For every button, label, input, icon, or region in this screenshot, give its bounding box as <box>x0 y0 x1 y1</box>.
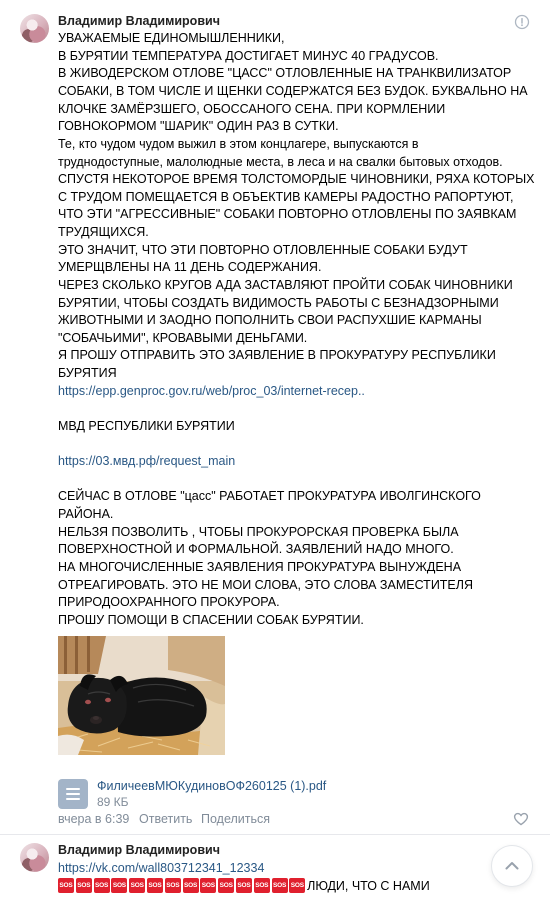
comment-text-line: ГОВНОКОРМОМ "ШАРИК" ОДИН РАЗ В СУТКИ. <box>58 119 339 134</box>
comment-text-line: СЕЙЧАС В ОТЛОВЕ "цасс" РАБОТАЕТ ПРОКУРАТУРА ИВОЛГИНСКОГО <box>58 489 481 504</box>
sos-emoji: SOS <box>236 878 252 893</box>
post-photo[interactable] <box>58 636 225 755</box>
sos-emoji: SOS <box>94 878 110 893</box>
info-icon[interactable] <box>514 14 530 30</box>
comment-text-line: ЧТО ЭТИ "АГРЕССИВНЫЕ" СОБАКИ ПОВТОРНО ОТЛОВЛЕНЫ ПО ЗАЯВКАМ <box>58 207 517 222</box>
comment-text-line: ЧЕРЕЗ СКОЛЬКО КРУГОВ АДА ЗАСТАВЛЯЮТ ПРОЙТИ СОБАК ЧИНОВНИКИ <box>58 277 513 292</box>
sos-emoji: SOS <box>218 878 234 893</box>
sos-emoji: SOS <box>272 878 288 893</box>
comment-text-line: КЛОЧКЕ ЗАМЁРЗШЕГО, ОБОССАНОГО СЕНА. ПРИ КОРМЛЕНИИ <box>58 101 446 116</box>
wall-post-link[interactable]: https://vk.com/wall803712341_12334 <box>58 861 265 875</box>
comment-text-line: БУРЯТИЯ <box>58 366 117 381</box>
blank-line <box>58 436 548 454</box>
comment-text-line: С ТРУДОМ ПОМЕЩАЕТСЯ В ОБЪЕКТИВ КАМЕРЫ РАДОСТНО РАПОРТУЮТ, <box>58 189 514 204</box>
reply-author-avatar[interactable] <box>20 843 49 872</box>
sos-emoji: SOS <box>165 878 181 893</box>
document-icon[interactable] <box>58 779 88 809</box>
comment-text-line: Те, кто чудом чудом выжил в этом концлагере, выпускаются в <box>58 136 419 151</box>
comment-text <box>58 30 548 629</box>
comment-text-line: В ЖИВОДЕРСКОМ ОТЛОВЕ "ЦАСС" ОТЛОВЛЕННЫЕ НА ТРАНКВИЛИЗАТОР <box>58 66 512 81</box>
comment-text-line: УМЕРЩВЛЕНЫ НА 11 ДЕНЬ СОДЕРЖАНИЯ. <box>58 260 322 275</box>
comment-text-line: ОТРЕАГИРОВАТЬ. ЭТО НЕ МОИ СЛОВА, ЭТО СЛОВА ЗАМЕСТИТЕЛЯ <box>58 577 474 592</box>
comment-divider <box>0 834 550 835</box>
prosecutor-link[interactable]: https://epp.genproc.gov.ru/web/proc_03/internet-recep.. <box>58 383 365 398</box>
mvd-link[interactable]: https://03.мвд.рф/request_main <box>58 454 236 469</box>
attachment-file-size: 89 КБ <box>97 795 129 809</box>
comment-text-line: БУРЯТИИ, ЧТОБЫ СОЗДАТЬ ВИДИМОСТЬ РАБОТЫ С БЕЗНАДЗОРНЫМИ <box>58 295 499 310</box>
sos-emoji: SOS <box>129 878 145 893</box>
comment-text-line: В БУРЯТИИ ТЕМПЕРАТУРА ДОСТИГАЕТ МИНУС 40 ГРАДУСОВ. <box>58 48 439 63</box>
reply-author-name[interactable]: Владимир Владимирович <box>58 843 220 857</box>
blank-line <box>58 400 548 418</box>
comment-text-line: МВД РЕСПУБЛИКИ БУРЯТИИ <box>58 418 235 433</box>
sos-emoji: SOS <box>183 878 199 893</box>
reply-button[interactable]: Ответить <box>139 812 193 826</box>
sos-emoji: SOS <box>58 878 74 893</box>
author-name[interactable]: Владимир Владимирович <box>58 14 220 28</box>
comment-text-line: НА МНОГОЧИСЛЕННЫЕ ЗАЯВЛЕНИЯ ПРОКУРАТУРА ВЫНУЖДЕНА <box>58 559 462 574</box>
scroll-top-button[interactable] <box>491 845 533 887</box>
comment-text-line: труднодоступные, малолюдные места, в леса и на свалки бытовых отходов. <box>58 154 503 169</box>
sos-emoji: SOS <box>76 878 92 893</box>
comment-text-line: УВАЖАЕМЫЕ ЕДИНОМЫШЛЕННИКИ, <box>58 31 285 46</box>
comment-text-line: ПОВЕРХНОСТНОЙ И ФОРМАЛЬНОЙ. ЗАЯВЛЕНИЙ НАДО МНОГО. <box>58 542 454 557</box>
comment-text-line: ТРУДЯЩИХСЯ. <box>58 225 149 240</box>
chevron-up-icon <box>503 857 521 875</box>
reply-text-caption: ЛЮДИ, ЧТО С НАМИ <box>307 879 430 893</box>
attachment-file-name[interactable]: ФиличеевМЮКудиновОФ260125 (1).pdf <box>97 779 327 793</box>
comment-text-line: ЭТО ЗНАЧИТ, ЧТО ЭТИ ПОВТОРНО ОТЛОВЛЕННЫЕ СОБАКИ БУДУТ <box>58 242 468 257</box>
comment-text-line: ПРОШУ ПОМОЩИ В СПАСЕНИИ СОБАК БУРЯТИИ. <box>58 612 364 627</box>
blank-line <box>58 471 548 489</box>
sos-emoji: SOS <box>111 878 127 893</box>
comment-text-line: НЕЛЬЗЯ ПОЗВОЛИТЬ , ЧТОБЫ ПРОКУРОРСКАЯ ПРОВЕРКА БЫЛА <box>58 524 459 539</box>
comment-timestamp[interactable]: вчера в 6:39 <box>58 812 130 826</box>
author-avatar[interactable] <box>20 14 49 43</box>
sos-emoji-group <box>58 879 307 893</box>
comment-text-line: "СОБАЧЬИМИ", КРОВАВЫМИ ДЕНЬГАМИ. <box>58 330 308 345</box>
share-button[interactable]: Поделиться <box>201 812 271 826</box>
comment-text-line: СПУСТЯ НЕКОТОРОЕ ВРЕМЯ ТОЛСТОМОРДЫЕ ЧИНОВНИКИ, РЯХА КОТОРЫХ <box>58 172 535 187</box>
sos-emoji: SOS <box>200 878 216 893</box>
comment-text-line: СОБАКИ, В ТОМ ЧИСЛЕ И ЩЕНКИ СОДЕРЖАТСЯ БЕЗ БУДОК. БУКВАЛЬНО НА <box>58 84 528 99</box>
sos-emoji: SOS <box>289 878 305 893</box>
comment-text-line: Я ПРОШУ ОТПРАВИТЬ ЭТО ЗАЯВЛЕНИЕ В ПРОКУРАТУРУ РЕСПУБЛИКИ <box>58 348 496 363</box>
sos-emoji: SOS <box>254 878 270 893</box>
comment-text-line: ЖИВОТНЫМИ И ЗАОДНО ПОПОЛНИТЬ СВОИ РАСПУХШИЕ КАРМАНЫ <box>58 313 482 328</box>
comment-text-line: РАЙОНА. <box>58 507 114 522</box>
reply-text <box>58 878 430 896</box>
heart-icon[interactable] <box>513 811 529 827</box>
sos-emoji: SOS <box>147 878 163 893</box>
comment-text-line: ПРИРОДООХРАННОГО ПРОКУРОРА. <box>58 595 280 610</box>
